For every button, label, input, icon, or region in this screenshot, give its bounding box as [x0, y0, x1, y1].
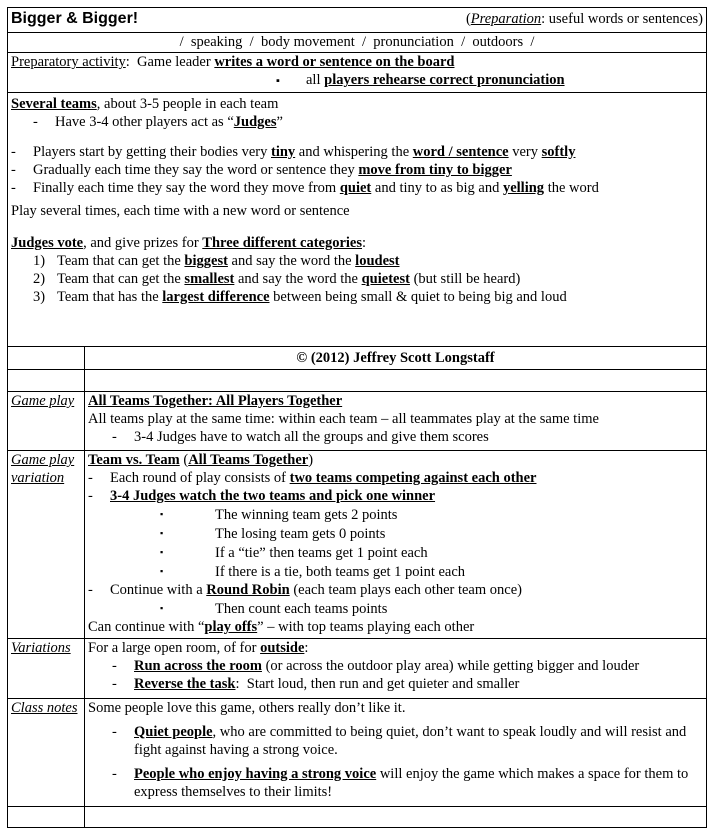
empty-left — [8, 370, 85, 391]
variation-label-cell — [8, 451, 85, 639]
variations-emph: Run across the room — [134, 658, 262, 675]
category-text: Team that has the — [57, 288, 163, 305]
variations-label: Variations — [11, 640, 71, 657]
variations-text: (or across the outdoor play area) while getting bigger and louder — [261, 658, 640, 675]
main-row — [8, 92, 707, 346]
scoring-item: The winning team gets 2 points — [215, 507, 398, 524]
step3-text: the word — [544, 179, 599, 196]
variation-label: variation — [11, 470, 65, 487]
classnotes-item — [88, 765, 703, 801]
dash: - — [11, 179, 16, 196]
variation-title: All Teams Together — [188, 452, 309, 469]
variation-title: Team vs. Team — [88, 452, 180, 469]
dash: - — [112, 765, 117, 782]
variation-content — [85, 451, 707, 639]
variation-text: Can continue with “ — [88, 619, 205, 636]
variations-label-cell — [8, 639, 85, 699]
bullet-icon: ▪ — [160, 603, 164, 614]
gameplay-label: Game play — [11, 392, 75, 409]
variation-text: Continue with a — [110, 582, 207, 599]
preparatory-cell — [8, 53, 707, 92]
classnotes-item — [88, 723, 703, 759]
variation-label: Game play — [11, 452, 75, 469]
teams-text: , about 3-5 people in each team — [96, 95, 279, 112]
classnotes-label: Class notes — [11, 699, 78, 716]
dash: - — [88, 488, 93, 505]
category-number: 3) — [33, 288, 46, 305]
category-text: between being small & quiet to being big and loud — [269, 288, 567, 305]
preparatory-row — [8, 53, 707, 92]
title-row — [8, 8, 707, 33]
judges-pre: Have 3-4 other players act as “ — [55, 113, 234, 130]
dash: - — [88, 582, 93, 599]
step2-emph: move from tiny to bigger — [358, 161, 512, 178]
preparatory-text: : Game leader — [125, 54, 215, 71]
gameplay-line: All teams play at the same time: within each team – all teammates play at the same time — [88, 410, 599, 427]
variation-emph: two teams competing against each other — [289, 470, 537, 487]
variations-text: : — [304, 640, 309, 657]
final-empty-right — [85, 806, 707, 827]
variations-emph: outside — [260, 640, 305, 657]
vote-colon: : — [362, 234, 367, 251]
step1-text: very — [508, 143, 542, 160]
preparatory-label: Preparatory activity — [11, 54, 126, 71]
category-emph: largest difference — [162, 288, 270, 305]
prep-text: : useful words or sentences) — [541, 11, 704, 27]
dash: - — [11, 161, 16, 178]
step1-emph: softly — [541, 143, 576, 160]
scoring-item: Then count each teams points — [215, 601, 388, 618]
bullet-icon: ▪ — [160, 547, 164, 558]
variations-text: For a large open room, of for — [88, 640, 261, 657]
classnotes-row — [8, 698, 707, 806]
classnotes-intro: Some people love this game, others really don’t like it. — [88, 699, 406, 716]
variations-content — [85, 639, 707, 699]
classnotes-label-cell — [8, 698, 85, 806]
judges-post: ” — [276, 113, 283, 130]
lesson-sheet — [7, 7, 707, 828]
prep-open: ( — [465, 11, 471, 27]
judges-emph: Judges — [233, 113, 277, 130]
prep-label: Preparation — [470, 11, 542, 27]
category-number: 1) — [33, 252, 46, 269]
step1-emph: word / sentence — [412, 143, 509, 160]
category-emph: smallest — [184, 270, 235, 287]
step3-text: and tiny to as big and — [371, 179, 503, 196]
variations-emph: Reverse the task — [134, 676, 236, 693]
vote-text: , and give prizes for — [83, 234, 203, 251]
dash: - — [112, 723, 117, 740]
tags: / speaking / body movement / pronunciation / outdoors / — [179, 34, 535, 51]
classnotes-text: will enjoy the game which makes a space for them to express themselves to their limits! — [134, 765, 689, 800]
gameplay-label-cell — [8, 391, 85, 451]
step1-text: Players start by getting their bodies very — [33, 143, 271, 160]
step1-text: and whispering the — [295, 143, 413, 160]
category-text: Team that can get the — [57, 270, 185, 287]
copyright-row — [8, 347, 707, 370]
tags-row — [8, 33, 707, 53]
preparatory-text2: all — [306, 72, 325, 89]
variation-text: ” – with top teams playing each other — [257, 619, 475, 636]
variation-emph: Round Robin — [206, 582, 290, 599]
gameplay-line: 3-4 Judges have to watch all the groups and give them scores — [134, 428, 489, 445]
classnotes-text: , who are committed to being quiet, don’t want to speak loudly and will resist and fight against having a strong voice. — [134, 723, 687, 758]
play-several: Play several times, each time with a new word or sentence — [11, 202, 350, 219]
category-text: Team that can get the — [57, 252, 185, 269]
classnotes-emph: People who enjoy having a strong voice — [134, 765, 377, 782]
dash: - — [33, 113, 38, 130]
vote-emph: Three different categories — [202, 234, 363, 251]
bullet-icon: ▪ — [160, 528, 164, 539]
dash: - — [112, 428, 117, 445]
variation-emph: 3-4 Judges watch the two teams and pick one winner — [110, 488, 436, 505]
preparatory-emph2: players rehearse correct pronunciation — [324, 72, 565, 89]
classnotes-emph: Quiet people — [134, 723, 213, 740]
gameplay-title: All Teams Together: All Players Together — [88, 392, 343, 409]
variation-text: (each team plays each other team once) — [289, 582, 522, 599]
game-title: Bigger & Bigger! — [11, 10, 139, 27]
variations-row — [8, 639, 707, 699]
category-number: 2) — [33, 270, 46, 287]
vote-label: Judges vote — [11, 234, 84, 251]
step1-emph: tiny — [271, 143, 296, 160]
variation-row — [8, 451, 707, 639]
category-emph: loudest — [355, 252, 400, 269]
preparation-note — [466, 10, 703, 28]
variation-emph: play offs — [204, 619, 258, 636]
scoring-item: The losing team gets 0 points — [215, 526, 386, 543]
dash: - — [88, 470, 93, 487]
category-emph: biggest — [184, 252, 228, 269]
teams-label: Several teams — [11, 95, 97, 112]
preparatory-emph: writes a word or sentence on the board — [214, 54, 455, 71]
tags-cell — [8, 33, 707, 53]
empty-right — [85, 370, 707, 391]
copyright: © (2012) Jeffrey Scott Longstaff — [296, 350, 495, 367]
step3-text: Finally each time they say the word they move from — [33, 179, 340, 196]
copyright-left — [8, 347, 85, 370]
category-emph: quietest — [361, 270, 410, 287]
step3-emph: yelling — [502, 179, 545, 196]
final-empty-row — [8, 806, 707, 827]
category-text: (but still be heard) — [409, 270, 521, 287]
variation-title: ( — [179, 452, 189, 469]
title-cell — [8, 8, 707, 33]
variation-title: ) — [308, 452, 314, 469]
dash: - — [112, 658, 117, 675]
variations-text: : Start loud, then run and get quieter and smaller — [235, 676, 520, 693]
scoring-item: If there is a tie, both teams get 1 point each — [215, 564, 466, 581]
dash: - — [11, 143, 16, 160]
dash: - — [112, 676, 117, 693]
bullet-icon: ▪ — [160, 509, 164, 520]
copyright-cell — [85, 347, 707, 370]
step2-text: Gradually each time they say the word or sentence they — [33, 161, 359, 178]
scoring-item: If a “tie” then teams get 1 point each — [215, 545, 428, 562]
category-text: and say the word the — [227, 252, 356, 269]
main-cell — [8, 92, 707, 346]
bullet-icon: ▪ — [276, 75, 280, 88]
final-empty-left — [8, 806, 85, 827]
variation-text: Each round of play consists of — [110, 470, 290, 487]
empty-row — [8, 370, 707, 391]
category-text: and say the word the — [234, 270, 362, 287]
gameplay-row — [8, 391, 707, 451]
bullet-icon: ▪ — [160, 566, 164, 577]
step3-emph: quiet — [339, 179, 372, 196]
gameplay-content — [85, 391, 707, 451]
classnotes-content — [85, 698, 707, 806]
